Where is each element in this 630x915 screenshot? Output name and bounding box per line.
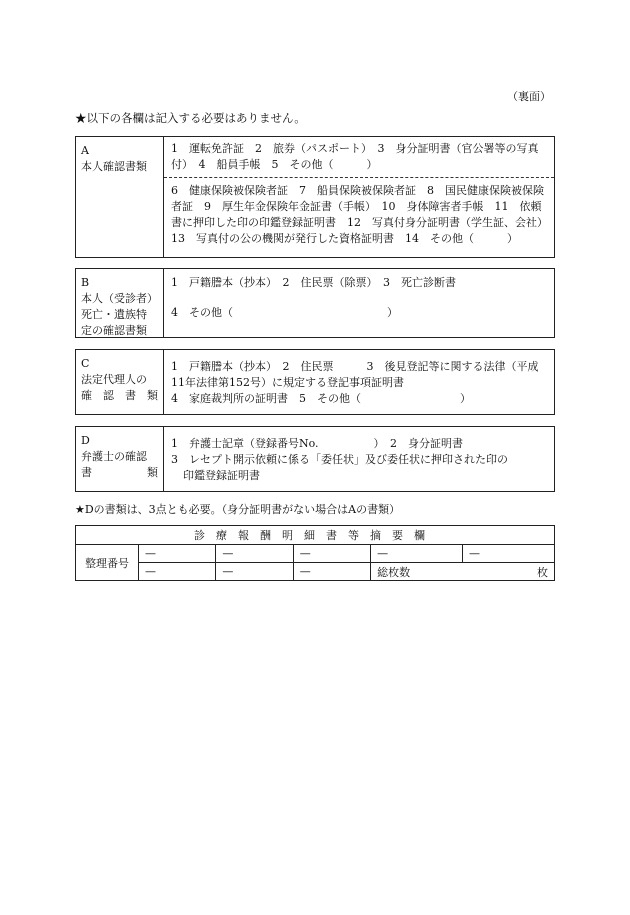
section-b-code: B [81, 276, 90, 289]
section-c-line2: 4 家庭裁判所の証明書 5 その他（ ） [171, 392, 471, 405]
section-c-label [76, 350, 164, 414]
total-count-cell [371, 563, 555, 581]
section-b-body [164, 269, 554, 337]
section-b-title-1: 本人（受診者） [81, 292, 158, 305]
section-c-title-2: 確認書類 [81, 389, 158, 402]
section-c-code: C [81, 357, 90, 370]
section-d-line2: 3 レセプト開示依頼に係る「委任状」及び委任状に押印された印の [171, 453, 508, 466]
section-a-body [164, 137, 554, 257]
section-b-label [76, 269, 164, 337]
seiri-label: 整理番号 [76, 545, 139, 581]
section-d-code: D [81, 434, 90, 447]
total-count-unit: 枚 [537, 565, 548, 579]
section-d-title-2: 書類 [81, 466, 158, 479]
reverse-side-label: （裏面） [507, 90, 551, 103]
seiri-cell: — [139, 545, 216, 563]
section-a-part1: 1 運転免許証 2 旅券（パスポート） 3 身分証明書（官公署等の写真付） 4 船員手帳 5 その他（ ） [171, 142, 539, 171]
total-count-label: 総枚数 [377, 565, 411, 579]
section-d-label [76, 427, 164, 491]
section-b-line1: 1 戸籍謄本（抄本） 2 住民票（除票） 3 死亡診断書 [171, 276, 456, 289]
section-a-part2: 6 健康保険被保険者証 7 船員保険被保険者証 8 国民健康保険被保険者証 9 厚生年金保険年金証書（手帳） 10 身体障害者手帳 11 依頼書に押印した印の印鑑登録証明書 12 写真付身分証明書（学生証、会社） 13 写真付の公の機関が発行した資格証明書 14 その他（ ） [171, 184, 554, 245]
section-a-code: A [81, 144, 89, 157]
section-d-line3: 印鑑登録証明書 [183, 469, 260, 482]
section-c [75, 349, 555, 415]
seiri-cell: — [371, 545, 463, 563]
seiri-cell: — [139, 563, 216, 581]
section-d [75, 426, 555, 492]
section-c-text: 1 戸籍謄本（抄本） 2 住民票 3 後見登記等に関する法律（平成11年法律第152号）に規定する登記事項証明書 [171, 360, 539, 389]
seiri-cell: — [216, 563, 293, 581]
seiri-cell: — [293, 563, 370, 581]
note-d: ★Dの書類は、3点とも必要。（身分証明書がない場合はAの書類） [75, 503, 401, 516]
section-c-body [164, 350, 554, 414]
section-d-line1: 1 弁護士記章（登録番号No. ） 2 身分証明書 [171, 437, 464, 450]
section-d-body [164, 427, 554, 491]
notice-text: ★以下の各欄は記入する必要はありません。 [75, 111, 306, 125]
seiri-cell: — [463, 545, 555, 563]
summary-header: 診療報酬明細書等摘要欄 [76, 526, 555, 545]
seiri-cell: — [216, 545, 293, 563]
section-b-line2: 4 その他（ ） [171, 306, 398, 319]
section-d-title-1: 弁護士の確認 [81, 450, 147, 463]
section-a [75, 136, 555, 258]
section-b-title-2: 死亡・遺族特 [81, 308, 147, 321]
section-c-title-1: 法定代理人の [81, 373, 147, 386]
section-b [75, 268, 555, 338]
seiri-cell: — [293, 545, 370, 563]
section-b-title-3: 定の確認書類 [81, 324, 147, 337]
dashed-divider [164, 177, 554, 178]
summary-table [75, 525, 555, 581]
section-a-title: 本人確認書類 [81, 160, 147, 173]
section-a-label [76, 137, 164, 257]
